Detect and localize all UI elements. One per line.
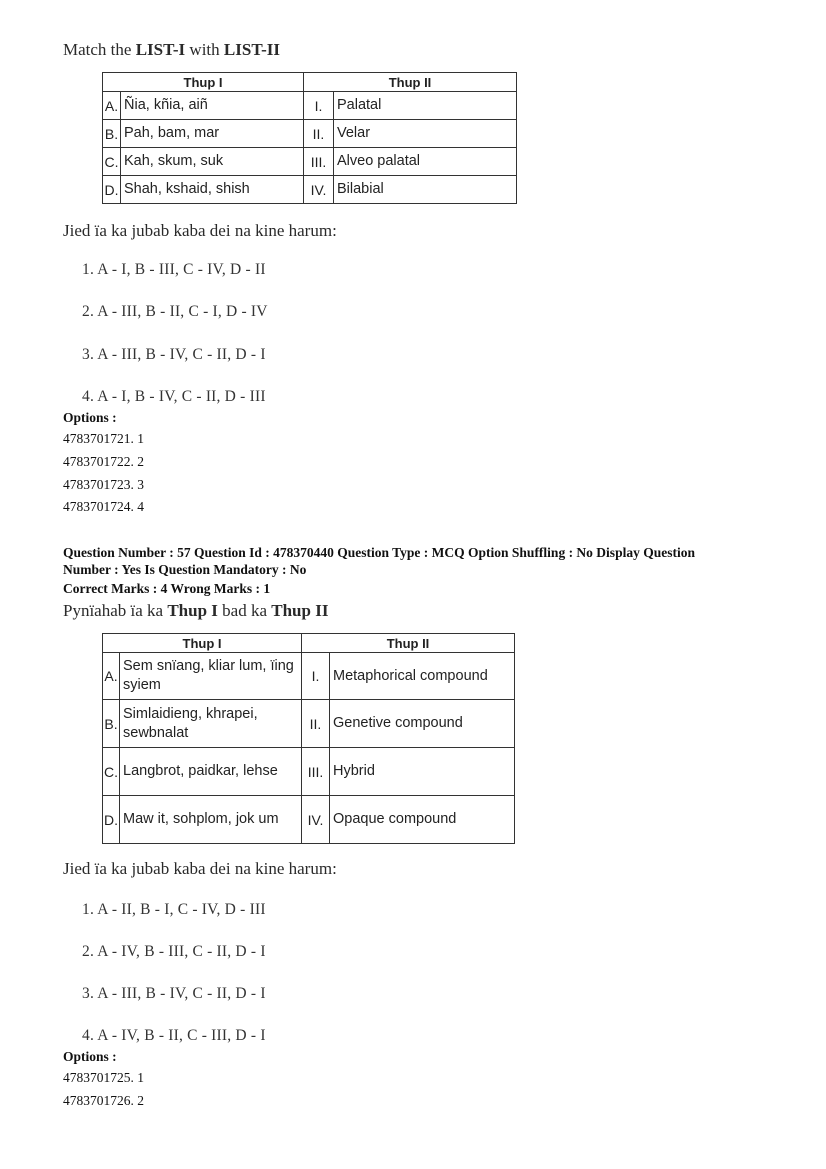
q56-option-3: 4783701723. 3 xyxy=(63,477,144,492)
q57-option-1: 4783701725. 1 xyxy=(63,1070,144,1085)
q56-match-table xyxy=(102,72,517,204)
q56-options-label: Options : xyxy=(63,410,117,425)
q56-option-1: 4783701721. 1 xyxy=(63,431,144,446)
q57-marks: Correct Marks : 4 Wrong Marks : 1 xyxy=(63,581,271,596)
q57-options-label: Options : xyxy=(63,1049,117,1064)
q56-option-2: 4783701722. 2 xyxy=(63,454,144,469)
q57-choice-4: 4. A - IV, B - II, C - III, D - I xyxy=(82,1027,266,1044)
table-row: D. Shah, kshaid, shish IV. Bilabial xyxy=(103,176,517,204)
table-row: D. Maw it, sohplom, jok um IV. Opaque compound xyxy=(103,796,515,844)
q56-col1-header: Thup I xyxy=(103,73,304,92)
q56-choice-1: 1. A - I, B - III, C - IV, D - II xyxy=(82,261,266,278)
q57-col1-header: Thup I xyxy=(103,634,302,653)
q56-heading: Match the LIST-I with LIST-II xyxy=(63,40,280,59)
q57-option-2: 4783701726. 2 xyxy=(63,1093,144,1108)
table-row: A. Ñia, kñia, aiñ I. Palatal xyxy=(103,92,517,120)
q57-instruction: Jied ïa ka jubab kaba dei na kine harum: xyxy=(63,859,337,878)
q57-choice-2: 2. A - IV, B - III, C - II, D - I xyxy=(82,943,266,960)
q57-col2-header: Thup II xyxy=(302,634,515,653)
q56-choice-4: 4. A - I, B - IV, C - II, D - III xyxy=(82,388,266,405)
table-row: B. Simlaidieng, khrapei, sewbnalat II. Genetive compound xyxy=(103,700,515,748)
table-row: A. Sem snïang, kliar lum, ïing syiem I. Metaphorical compound xyxy=(103,653,515,700)
q57-meta-line2: Number : Yes Is Question Mandatory : No xyxy=(63,562,307,577)
q57-choice-1: 1. A - II, B - I, C - IV, D - III xyxy=(82,901,266,918)
q56-option-4: 4783701724. 4 xyxy=(63,499,144,514)
q57-choice-3: 3. A - III, B - IV, C - II, D - I xyxy=(82,985,266,1002)
table-row: C. Langbrot, paidkar, lehse III. Hybrid xyxy=(103,748,515,796)
table-row: C. Kah, skum, suk III. Alveo palatal xyxy=(103,148,517,176)
q56-col2-header: Thup II xyxy=(304,73,517,92)
q57-heading: Pynïahab ïa ka Thup I bad ka Thup II xyxy=(63,601,329,620)
q57-match-table xyxy=(102,633,515,844)
q56-instruction: Jied ïa ka jubab kaba dei na kine harum: xyxy=(63,221,337,240)
q57-meta-line1: Question Number : 57 Question Id : 478370440 Question Type : MCQ Option Shuffling : No Display Question xyxy=(63,545,695,560)
q56-choice-3: 3. A - III, B - IV, C - II, D - I xyxy=(82,346,266,363)
table-row: B. Pah, bam, mar II. Velar xyxy=(103,120,517,148)
q56-choice-2: 2. A - III, B - II, C - I, D - IV xyxy=(82,303,268,320)
